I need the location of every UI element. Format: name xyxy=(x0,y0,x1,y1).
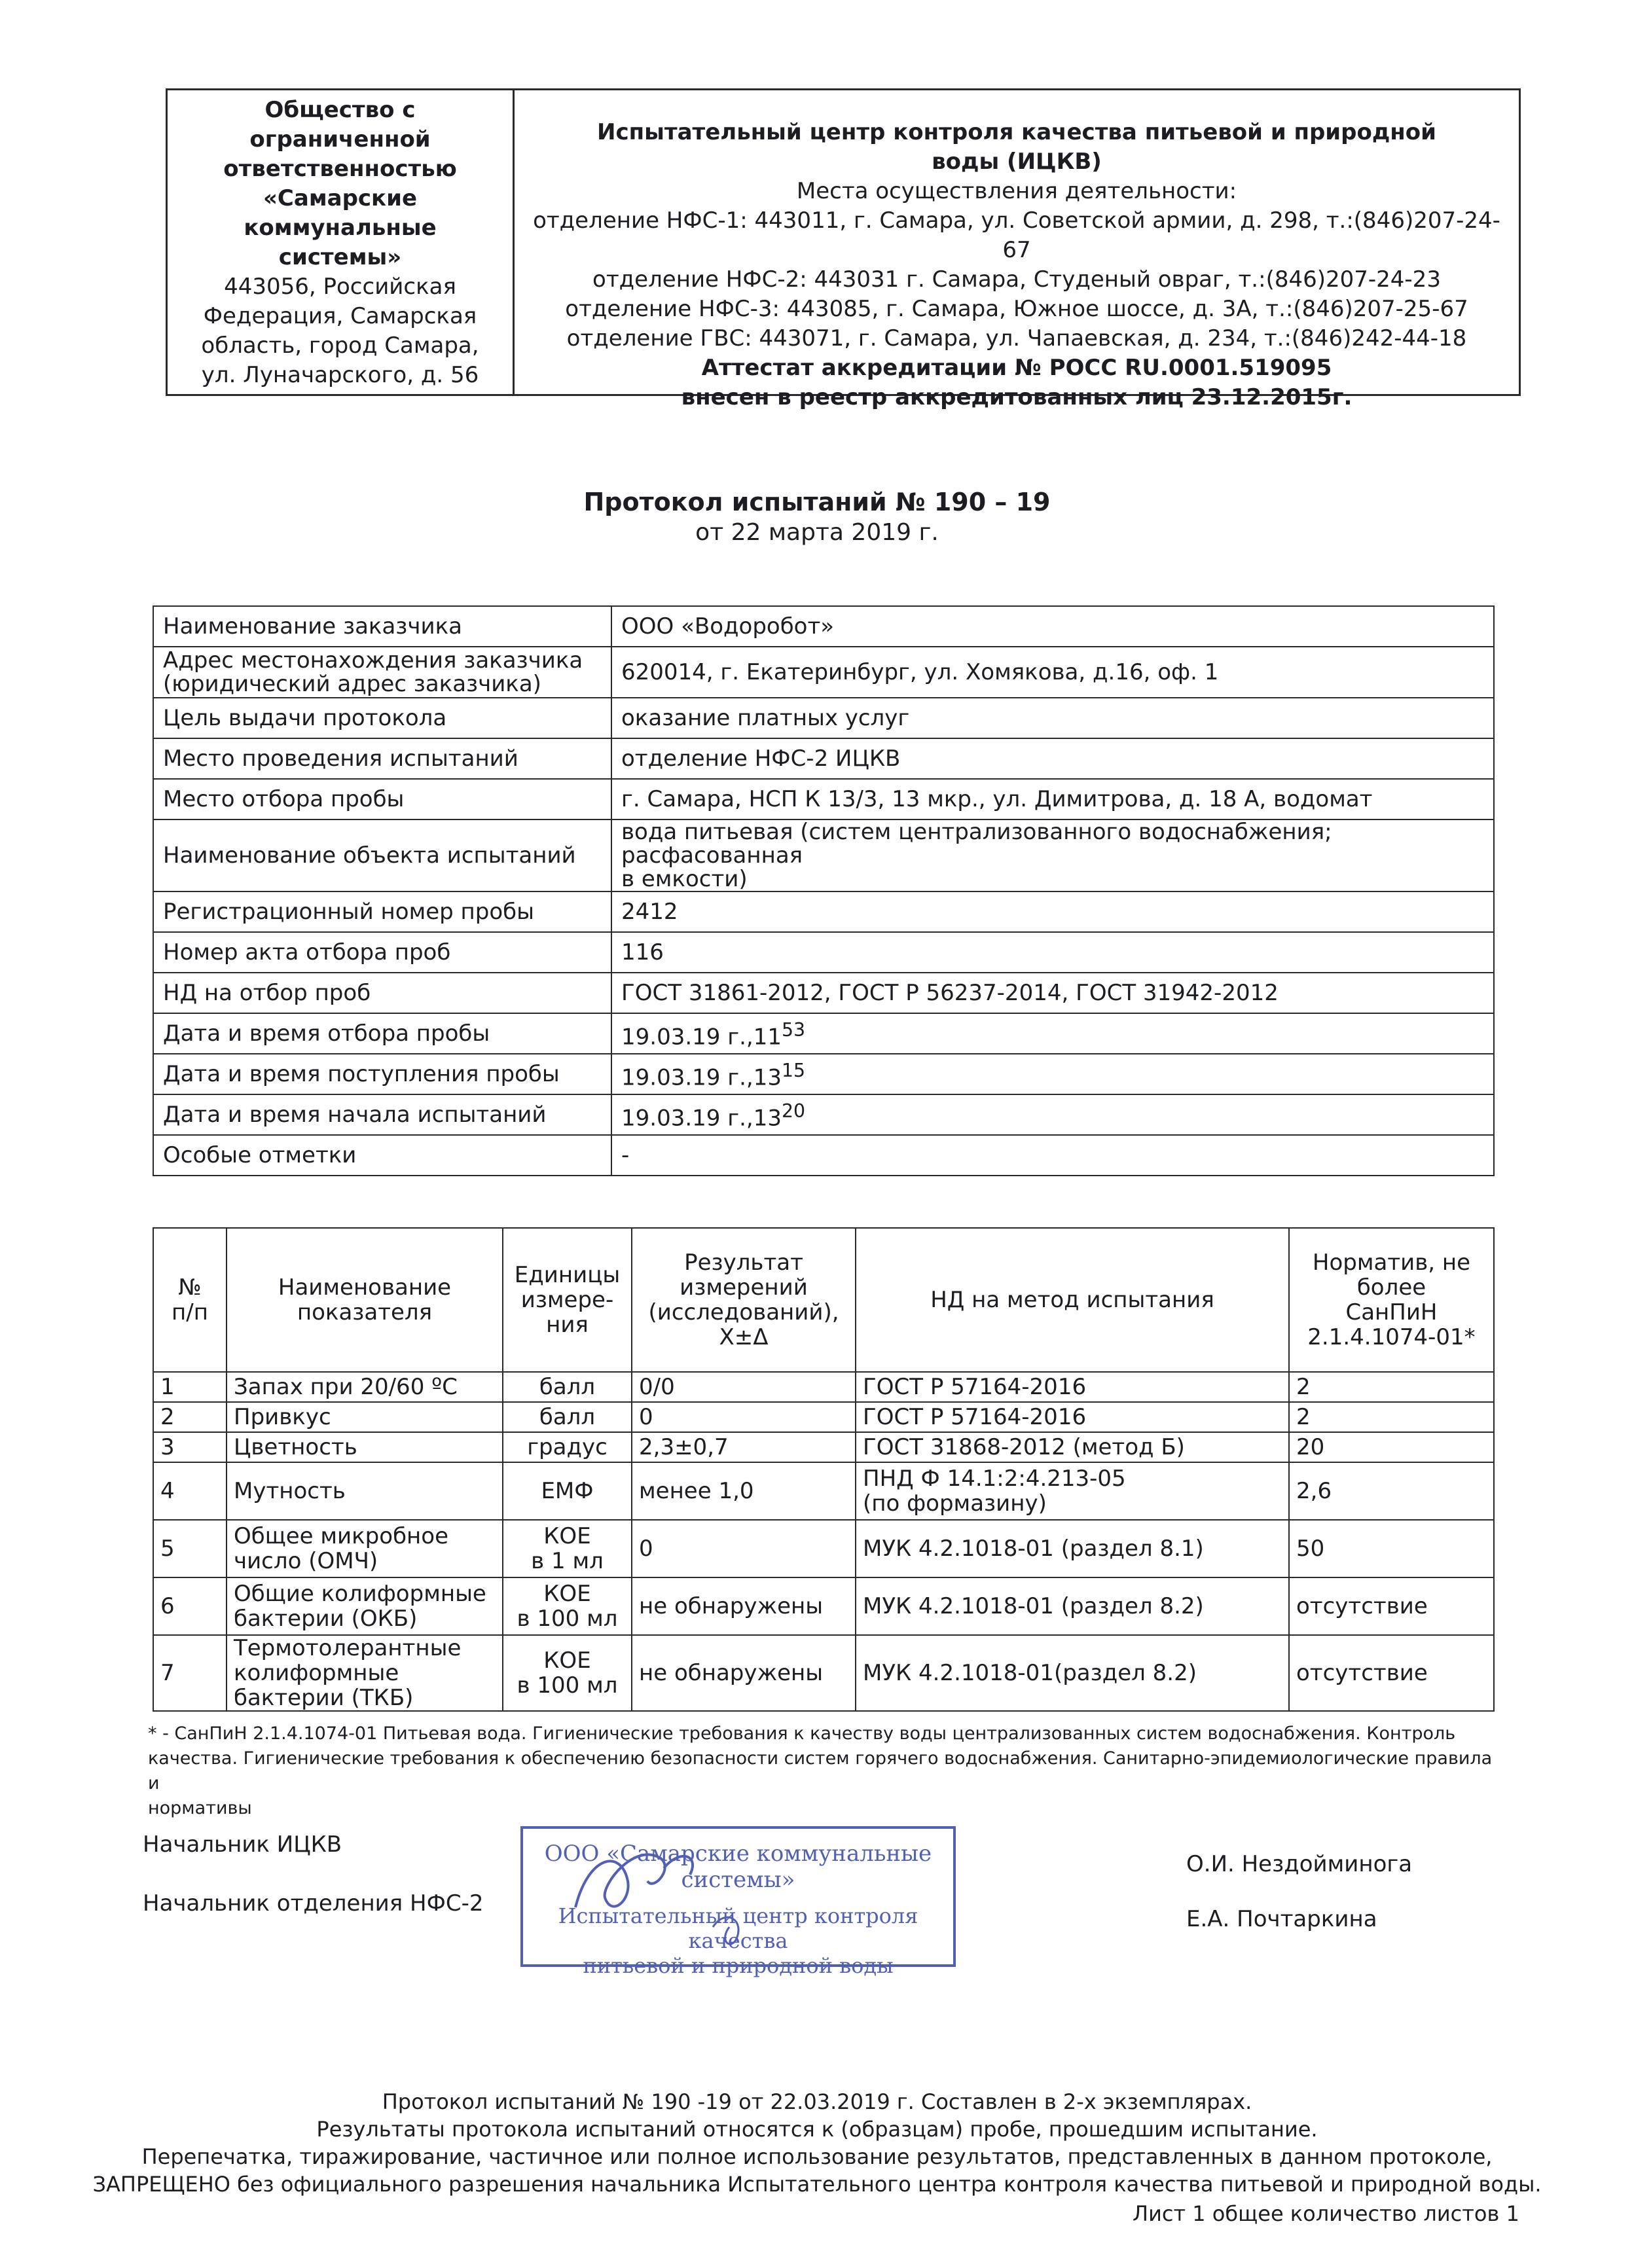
table-row xyxy=(153,1462,1494,1520)
header-line: Наименование xyxy=(278,1274,452,1301)
header-line: Результат xyxy=(684,1250,803,1276)
handwritten-signature xyxy=(549,1829,942,1966)
table-header-row xyxy=(153,1228,1494,1372)
column-header xyxy=(632,1228,856,1372)
info-label: Номер акта отбора проб xyxy=(153,932,611,973)
info-label: Регистрационный номер пробы xyxy=(153,891,611,932)
header-line: показателя xyxy=(297,1299,433,1325)
header-line: № xyxy=(178,1274,202,1301)
table-row xyxy=(153,1432,1494,1462)
info-value: 620014, г. Екатеринбург, ул. Хомякова, д.16, оф. 1 xyxy=(611,647,1494,698)
branch-line: отделение НФС-3: 443085, г. Самара, Южное шоссе, д. 3А, т.:(846)207-25-67 xyxy=(565,296,1468,322)
name-line: Общее микробное xyxy=(234,1523,448,1549)
table-row xyxy=(153,1372,1494,1402)
unit xyxy=(503,1635,632,1711)
unit: балл xyxy=(503,1402,632,1432)
header-line: п/п xyxy=(172,1299,208,1325)
table-row xyxy=(153,1577,1494,1635)
head-signature-label: Начальник ИЦКВ xyxy=(143,1831,342,1858)
column-header: НД на метод испытания xyxy=(856,1228,1289,1372)
accreditation-line: Аттестат аккредитации № РОСС RU.0001.519095 xyxy=(701,355,1332,381)
info-value: оказание платных услуг xyxy=(611,698,1494,738)
row-number: 4 xyxy=(153,1462,227,1520)
results-table xyxy=(153,1227,1495,1712)
center-title: Испытательный центр контроля качества питьевой и природной xyxy=(597,119,1436,145)
info-label: НД на отбор проб xyxy=(153,973,611,1013)
sheet-count: Лист 1 общее количество листов 1 xyxy=(1133,2201,1519,2226)
indicator-name: Запах при 20/60 ºС xyxy=(227,1372,503,1402)
test-method: МУК 4.2.1018-01(раздел 8.2) xyxy=(856,1635,1289,1711)
branch-line: отделение НФС-1: 443011, г. Самара, ул. Советской армии, д. 298, т.:(846)207-24-67 xyxy=(533,207,1500,263)
norm-value: 20 xyxy=(1289,1432,1494,1462)
footer-line: Результаты протокола испытаний относятся к (образцам) пробе, прошедшим испытание. xyxy=(316,2117,1318,2142)
time-minutes: 20 xyxy=(781,1100,806,1122)
column-header xyxy=(227,1228,503,1372)
column-header xyxy=(153,1228,227,1372)
result-value: не обнаружены xyxy=(632,1577,856,1635)
result-value: 0 xyxy=(632,1402,856,1432)
table-row xyxy=(153,891,1494,932)
row-number: 6 xyxy=(153,1577,227,1635)
table-row xyxy=(153,779,1494,819)
norm-value: отсутствие xyxy=(1289,1577,1494,1635)
unit-line: КОЕ xyxy=(543,1581,591,1607)
info-value: ООО «Водоробот» xyxy=(611,606,1494,647)
indicator-name xyxy=(227,1635,503,1711)
footnote-line: нормативы xyxy=(148,1798,252,1818)
branch-line: отделение НФС-2: 443031 г. Самара, Студеный овраг, т.:(846)207-24-23 xyxy=(592,266,1441,293)
row-number: 2 xyxy=(153,1402,227,1432)
result-value: 2,3±0,7 xyxy=(632,1432,856,1462)
info-label: Наименование заказчика xyxy=(153,606,611,647)
places-label: Места осуществления деятельности: xyxy=(796,178,1237,204)
unit: ЕМФ xyxy=(503,1462,632,1520)
document-footer xyxy=(0,2088,1634,2198)
result-value: 0/0 xyxy=(632,1372,856,1402)
test-center-block xyxy=(515,90,1519,410)
header-line: ния xyxy=(546,1312,589,1338)
test-method xyxy=(856,1462,1289,1520)
info-value-line: вода питьевая (систем централизованного водоснабжения; расфасованная xyxy=(621,819,1332,869)
center-title: воды (ИЦКВ) xyxy=(932,149,1102,175)
row-number: 7 xyxy=(153,1635,227,1711)
org-line: коммунальные xyxy=(244,215,437,241)
header-line: (исследований), xyxy=(648,1299,839,1325)
time-minutes: 15 xyxy=(781,1059,806,1081)
unit-line: в 100 мл xyxy=(517,1672,618,1699)
info-value xyxy=(611,819,1494,891)
info-value xyxy=(611,1094,1494,1135)
unit xyxy=(503,1577,632,1635)
table-row xyxy=(153,1094,1494,1135)
info-value-line: в емкости) xyxy=(621,866,748,892)
info-value: г. Самара, НСП К 13/3, 13 мкр., ул. Димитрова, д. 18 А, водомат xyxy=(611,779,1494,819)
row-number: 1 xyxy=(153,1372,227,1402)
header-line: Единицы xyxy=(514,1262,621,1288)
indicator-name xyxy=(227,1577,503,1635)
address-line: ул. Луначарского, д. 56 xyxy=(201,362,479,388)
column-header xyxy=(1289,1228,1494,1372)
table-row xyxy=(153,647,1494,698)
org-line: ответственностью xyxy=(223,156,457,182)
organization-stamp xyxy=(520,1826,956,1978)
info-value: 116 xyxy=(611,932,1494,973)
org-line: «Самарские xyxy=(263,185,418,211)
result-value: 0 xyxy=(632,1520,856,1577)
info-label: Дата и время поступления пробы xyxy=(153,1054,611,1094)
info-value: 2412 xyxy=(611,891,1494,932)
date-text: 19.03.19 г.,11 xyxy=(621,1024,782,1051)
row-number: 5 xyxy=(153,1520,227,1577)
result-value: менее 1,0 xyxy=(632,1462,856,1520)
norm-value: 2,6 xyxy=(1289,1462,1494,1520)
test-method: ГОСТ Р 57164-2016 xyxy=(856,1402,1289,1432)
norm-value: 50 xyxy=(1289,1520,1494,1577)
info-label: Дата и время отбора пробы xyxy=(153,1013,611,1054)
header-line: Норматив, не xyxy=(1312,1250,1471,1276)
footnote-line: * - СанПиН 2.1.4.1074-01 Питьевая вода. Гигиенические требования к качеству воды централизованных систем водоснабжения. Контроль xyxy=(148,1723,1456,1744)
stamp-line: ООО «Самарские коммунальные системы» xyxy=(544,1841,932,1893)
footnote-line: качества. Гигиенические требования к обеспечению безопасности систем горячего водоснабжения. Санитарно-эпидемиологические правила и xyxy=(148,1748,1493,1793)
name-line: бактерии (ТКБ) xyxy=(234,1685,414,1711)
date-text: 19.03.19 г.,13 xyxy=(621,1105,782,1132)
name-line: число (ОМЧ) xyxy=(234,1548,378,1574)
header-line: измерений xyxy=(680,1274,808,1301)
test-method: ГОСТ 31868-2012 (метод Б) xyxy=(856,1432,1289,1462)
method-line: ПНД Ф 14.1:2:4.213-05 xyxy=(863,1466,1126,1492)
result-value: не обнаружены xyxy=(632,1635,856,1711)
test-method: ГОСТ Р 57164-2016 xyxy=(856,1372,1289,1402)
header-line: 2.1.4.1074-01* xyxy=(1307,1324,1476,1350)
info-label: Дата и время начала испытаний xyxy=(153,1094,611,1135)
unit-line: КОЕ xyxy=(543,1523,591,1549)
address-line: 443056, Российская xyxy=(224,274,456,300)
head-signature-name: О.И. Нездойминога xyxy=(1186,1851,1413,1877)
organization-block xyxy=(168,90,515,394)
info-value xyxy=(611,1054,1494,1094)
sample-info-table xyxy=(153,605,1495,1176)
branch-line: отделение ГВС: 443071, г. Самара, ул. Чапаевская, д. 234, т.:(846)242-44-18 xyxy=(566,325,1467,351)
address-line: Федерация, Самарская xyxy=(203,303,477,329)
accreditation-line: внесен в реестр аккредитованных лиц 23.12.2015г. xyxy=(681,384,1353,410)
name-line: колиформные xyxy=(234,1660,399,1686)
stamp-line: питьевой и природной воды xyxy=(583,1953,894,1978)
indicator-name: Цветность xyxy=(227,1432,503,1462)
info-label: Место отбора пробы xyxy=(153,779,611,819)
table-row xyxy=(153,819,1494,891)
row-number: 3 xyxy=(153,1432,227,1462)
name-line: Общие колиформные xyxy=(234,1581,486,1607)
unit-line: в 100 мл xyxy=(517,1606,618,1632)
info-label: Особые отметки xyxy=(153,1135,611,1176)
org-line: ограниченной xyxy=(249,126,431,153)
table-row xyxy=(153,1635,1494,1711)
info-value: - xyxy=(611,1135,1494,1176)
name-line: Термотолерантные xyxy=(234,1635,462,1661)
table-row xyxy=(153,932,1494,973)
unit-line: КОЕ xyxy=(543,1647,591,1674)
info-label: Наименование объекта испытаний xyxy=(153,819,611,891)
name-line: бактерии (ОКБ) xyxy=(234,1606,418,1632)
unit: градус xyxy=(503,1432,632,1462)
norm-value: 2 xyxy=(1289,1372,1494,1402)
info-value: отделение НФС-2 ИЦКВ xyxy=(611,738,1494,779)
norm-value: 2 xyxy=(1289,1402,1494,1432)
info-label: Цель выдачи протокола xyxy=(153,698,611,738)
info-value xyxy=(611,1013,1494,1054)
date-text: 19.03.19 г.,13 xyxy=(621,1064,782,1091)
address-line: область, город Самара, xyxy=(201,333,479,359)
indicator-name: Мутность xyxy=(227,1462,503,1520)
time-minutes: 53 xyxy=(781,1018,806,1041)
unit xyxy=(503,1520,632,1577)
protocol-title: Протокол испытаний № 190 – 19 xyxy=(583,488,1051,516)
indicator-name: Привкус xyxy=(227,1402,503,1432)
footnote xyxy=(148,1721,1497,1821)
protocol-date: от 22 марта 2019 г. xyxy=(695,519,939,546)
org-line: Общество с xyxy=(264,97,416,123)
header-line: X±Δ xyxy=(719,1324,769,1350)
footer-line: Перепечатка, тиражирование, частичное или полное использование результатов, представленных в данном протоколе, xyxy=(141,2144,1493,2169)
header-line: более xyxy=(1356,1274,1426,1301)
dept-signature-label: Начальник отделения НФС-2 xyxy=(143,1890,484,1917)
table-row xyxy=(153,1013,1494,1054)
info-label-line: (юридический адрес заказчика) xyxy=(163,671,541,697)
unit: балл xyxy=(503,1372,632,1402)
test-method: МУК 4.2.1018-01 (раздел 8.1) xyxy=(856,1520,1289,1577)
header-line: СанПиН xyxy=(1345,1299,1438,1325)
table-row xyxy=(153,738,1494,779)
table-row xyxy=(153,1520,1494,1577)
org-line: системы» xyxy=(278,244,402,270)
column-header xyxy=(503,1228,632,1372)
header-line: измере- xyxy=(520,1287,614,1313)
test-method: МУК 4.2.1018-01 (раздел 8.2) xyxy=(856,1577,1289,1635)
table-row xyxy=(153,606,1494,647)
header-box xyxy=(166,88,1521,410)
table-row xyxy=(153,1402,1494,1432)
info-value: ГОСТ 31861-2012, ГОСТ Р 56237-2014, ГОСТ 31942-2012 xyxy=(611,973,1494,1013)
table-row xyxy=(153,698,1494,738)
method-line: (по формазину) xyxy=(863,1490,1047,1517)
dept-signature-name: Е.А. Почтаркина xyxy=(1186,1906,1377,1932)
info-label xyxy=(153,647,611,698)
footer-line: ЗАПРЕЩЕНО без официального разрешения начальника Испытательного центра контроля качества питьевой и природной воды. xyxy=(92,2172,1542,2197)
info-label-line: Адрес местонахождения заказчика xyxy=(163,647,583,674)
stamp-line: Испытательный центр контроля качества xyxy=(558,1903,918,1953)
table-row xyxy=(153,1135,1494,1176)
unit-line: в 1 мл xyxy=(531,1548,604,1574)
footer-line: Протокол испытаний № 190 -19 от 22.03.2019 г. Составлен в 2-х экземплярах. xyxy=(382,2089,1252,2114)
indicator-name xyxy=(227,1520,503,1577)
table-row xyxy=(153,973,1494,1013)
norm-value: отсутствие xyxy=(1289,1635,1494,1711)
info-label: Место проведения испытаний xyxy=(153,738,611,779)
table-row xyxy=(153,1054,1494,1094)
